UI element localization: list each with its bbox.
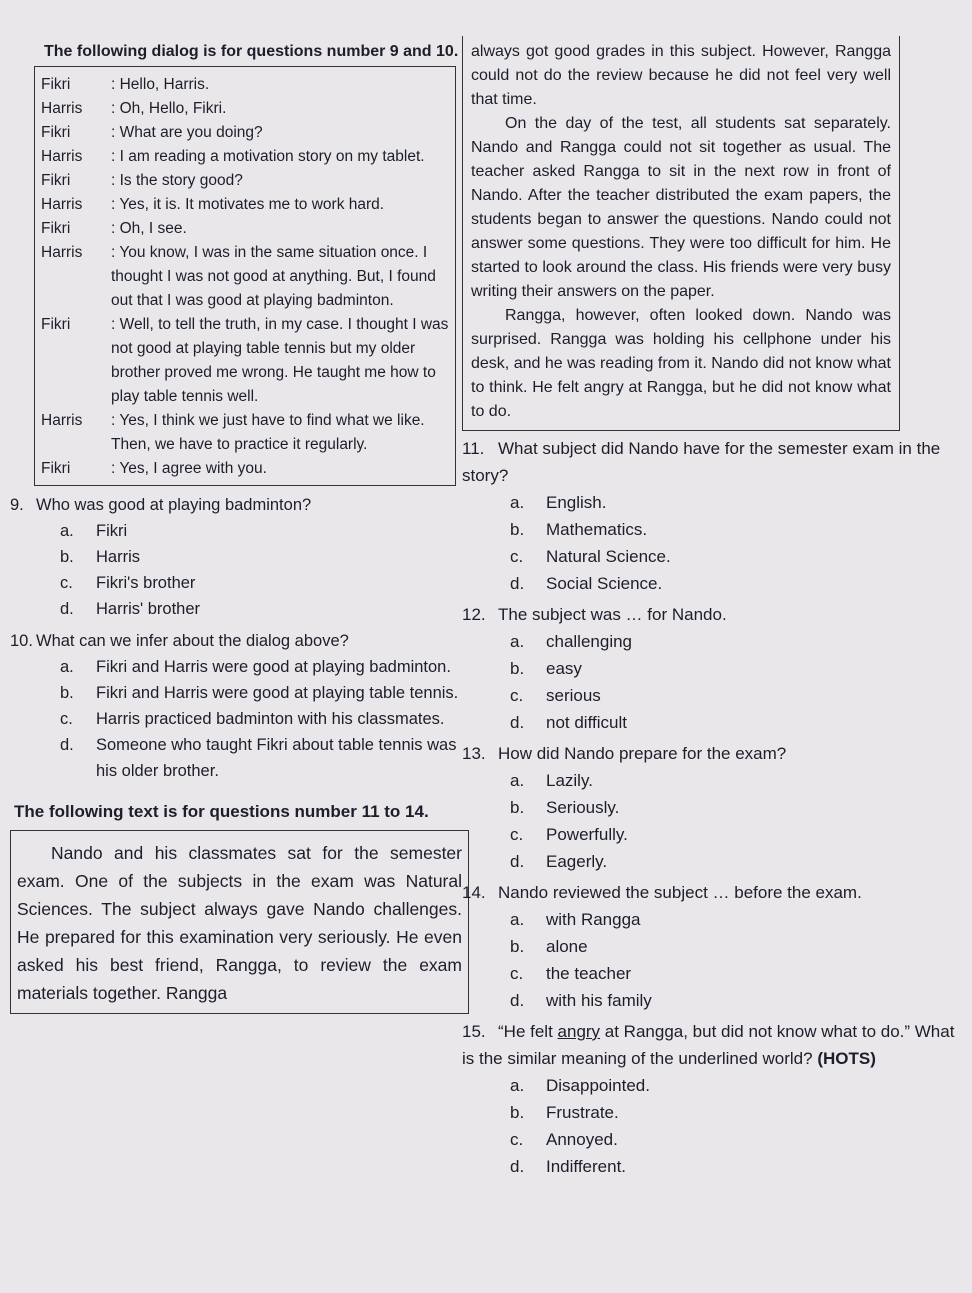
dialog-speaker: Fikri bbox=[41, 220, 71, 237]
question-stem bbox=[462, 601, 957, 628]
option-text: the teacher bbox=[546, 964, 632, 983]
dialog-text: : Yes, it is. It motivates me to work hard. bbox=[111, 196, 385, 213]
option-text: English. bbox=[546, 493, 607, 512]
answer-option[interactable] bbox=[462, 570, 957, 597]
option-letter: d. bbox=[510, 574, 525, 593]
answer-option[interactable] bbox=[462, 933, 957, 960]
option-letter: d. bbox=[510, 852, 525, 871]
option-text: Fikri and Harris were good at playing badminton. bbox=[96, 658, 451, 676]
option-letter: d. bbox=[510, 1157, 525, 1176]
dialog-speaker: Fikri bbox=[41, 76, 71, 93]
answer-option[interactable] bbox=[10, 706, 465, 732]
option-text: Indifferent. bbox=[546, 1157, 627, 1176]
dialog-line bbox=[41, 121, 451, 145]
answer-option[interactable] bbox=[462, 821, 957, 848]
option-letter: a. bbox=[510, 910, 525, 929]
answer-option[interactable] bbox=[462, 848, 957, 875]
dialog-speaker: Fikri bbox=[41, 460, 71, 477]
answer-option[interactable] bbox=[462, 1126, 957, 1153]
question-text: Nando reviewed the subject … before the exam. bbox=[498, 883, 862, 902]
question-number: 12. bbox=[462, 605, 486, 624]
question-13 bbox=[462, 740, 957, 875]
answer-option[interactable] bbox=[10, 570, 465, 596]
hots-label: (HOTS) bbox=[817, 1049, 876, 1068]
dialog-speaker: Fikri bbox=[41, 172, 71, 189]
option-text: Someone who taught Fikri about table tennis was his older brother. bbox=[96, 736, 457, 780]
option-text: serious bbox=[546, 686, 601, 705]
option-letter: a. bbox=[60, 658, 74, 676]
question-stem bbox=[462, 435, 957, 489]
option-text: Harris bbox=[96, 548, 140, 566]
question-14 bbox=[462, 879, 957, 1014]
option-letter: d. bbox=[60, 736, 74, 754]
question-stem bbox=[462, 740, 957, 767]
option-letter: a. bbox=[510, 771, 525, 790]
question-15-options bbox=[462, 1072, 957, 1180]
option-text: alone bbox=[546, 937, 588, 956]
option-text: Fikri bbox=[96, 522, 128, 540]
question-number: 13. bbox=[462, 744, 486, 763]
option-text: Harris practiced badminton with his classmates. bbox=[96, 710, 445, 728]
answer-option[interactable] bbox=[10, 680, 465, 706]
dialog-intro: The following dialog is for questions number 9 and 10. bbox=[44, 43, 459, 60]
answer-option[interactable] bbox=[462, 543, 957, 570]
question-text-b: at Rangga, but did not know what to do.” What is the similar meaning of the underlined world? bbox=[462, 1022, 955, 1068]
question-stem bbox=[462, 879, 957, 906]
question-text: What can we infer about the dialog above? bbox=[36, 632, 349, 650]
option-text: Fikri and Harris were good at playing table tennis. bbox=[96, 684, 459, 702]
option-letter: b. bbox=[510, 520, 525, 539]
dialog-line bbox=[41, 97, 451, 121]
question-stem bbox=[10, 492, 465, 518]
answer-option[interactable] bbox=[10, 518, 465, 544]
dialog-text: : What are you doing? bbox=[111, 124, 263, 141]
answer-option[interactable] bbox=[462, 1072, 957, 1099]
option-letter: d. bbox=[510, 713, 525, 732]
dialog-speaker: Fikri bbox=[41, 316, 71, 333]
dialog-line bbox=[41, 145, 451, 169]
text-intro: The following text is for questions number 11 to 14. bbox=[14, 802, 429, 821]
option-letter: c. bbox=[510, 1130, 524, 1149]
dialog-speaker: Harris bbox=[41, 100, 83, 117]
answer-option[interactable] bbox=[462, 655, 957, 682]
answer-option[interactable] bbox=[462, 767, 957, 794]
option-letter: a. bbox=[510, 632, 525, 651]
option-text: Powerfully. bbox=[546, 825, 628, 844]
question-10 bbox=[10, 628, 465, 784]
dialog-text: : Well, to tell the truth, in my case. I thought I was not good at playing table tennis but my older brother proved me wrong. He taught me how to play table tennis well. bbox=[111, 316, 449, 405]
dialog-speaker: Harris bbox=[41, 244, 83, 261]
dialog-speaker: Harris bbox=[41, 148, 83, 165]
option-letter: c. bbox=[510, 825, 524, 844]
option-text: with his family bbox=[546, 991, 652, 1010]
answer-option[interactable] bbox=[10, 544, 465, 570]
question-stem bbox=[10, 628, 465, 654]
dialog-line bbox=[41, 457, 451, 481]
option-text: Annoyed. bbox=[546, 1130, 618, 1149]
story-box-part1 bbox=[10, 830, 469, 1014]
option-letter: c. bbox=[510, 964, 524, 983]
question-15 bbox=[462, 1018, 957, 1180]
dialog-speaker: Harris bbox=[41, 412, 83, 429]
option-text: not difficult bbox=[546, 713, 627, 732]
dialog-text: : Is the story good? bbox=[111, 172, 243, 189]
question-number: 10. bbox=[10, 632, 33, 650]
option-letter: b. bbox=[60, 684, 74, 702]
answer-option[interactable] bbox=[462, 1099, 957, 1126]
story-paragraph-1-cont: always got good grades in this subject. However, Rangga could not do the review because he did not feel very well that time. bbox=[471, 43, 891, 108]
question-12 bbox=[462, 601, 957, 736]
answer-option[interactable] bbox=[462, 960, 957, 987]
option-letter: c. bbox=[510, 686, 524, 705]
answer-option[interactable] bbox=[462, 794, 957, 821]
option-letter: a. bbox=[510, 493, 525, 512]
option-letter: a. bbox=[60, 522, 74, 540]
option-text: Natural Science. bbox=[546, 547, 671, 566]
question-9 bbox=[10, 492, 465, 622]
right-column bbox=[462, 36, 957, 1180]
dialog-text: : Hello, Harris. bbox=[111, 76, 210, 93]
question-text-a: “He felt bbox=[498, 1022, 558, 1041]
dialog-line bbox=[41, 409, 451, 457]
answer-option[interactable] bbox=[10, 732, 465, 784]
story-paragraph-1: Nando and his classmates sat for the semester exam. One of the subjects in the exam was Natural Sciences. The subject always gave Nando challenges. He prepared for this examination very seriously. He even asked his best friend, Rangga, to review the exam materials together. Rangga bbox=[17, 843, 462, 1003]
dialog-text: : Oh, I see. bbox=[111, 220, 187, 237]
option-text: Seriously. bbox=[546, 798, 620, 817]
dialog-line bbox=[41, 241, 451, 313]
dialog-line bbox=[41, 217, 451, 241]
option-text: challenging bbox=[546, 632, 633, 651]
question-text: Who was good at playing badminton? bbox=[36, 496, 312, 514]
story-box-part2 bbox=[462, 36, 900, 431]
left-column bbox=[10, 40, 465, 1014]
dialog-line bbox=[41, 313, 451, 409]
option-letter: b. bbox=[510, 659, 525, 678]
dialog-text: : Yes, I agree with you. bbox=[111, 460, 267, 477]
story-paragraph-3: Rangga, however, often looked down. Nando was surprised. Rangga was holding his cellphone under his desk, and he was reading from it. Nando did not know what to think. He felt angry at Rangga, but he did not know what to do. bbox=[471, 307, 891, 420]
question-number: 9. bbox=[10, 496, 24, 514]
option-letter: c. bbox=[60, 710, 73, 728]
question-number: 14. bbox=[462, 883, 486, 902]
option-text: Lazily. bbox=[546, 771, 593, 790]
option-text: Fikri's brother bbox=[96, 574, 196, 592]
answer-option[interactable] bbox=[10, 654, 465, 680]
story-paragraph-2: On the day of the test, all students sat separately. Nando and Rangga could not sit together as usual. The teacher asked Rangga to sit in the next row in front of Nando. After the teacher distributed the exam papers, the students began to answer the questions. Nando could not answer some questions. They were too difficult for him. He started to look around the class. His friends were very busy writing their answers on the paper. bbox=[471, 115, 891, 300]
question-11 bbox=[462, 435, 957, 597]
option-text: with Rangga bbox=[546, 910, 641, 929]
dialog-line bbox=[41, 73, 451, 97]
dialog-text: : Yes, I think we just have to find what we like. Then, we have to practice it regularly. bbox=[111, 412, 425, 453]
dialog-speaker: Harris bbox=[41, 196, 83, 213]
underlined-word: angry bbox=[557, 1022, 601, 1041]
option-text: Eagerly. bbox=[546, 852, 608, 871]
answer-option[interactable] bbox=[10, 596, 465, 622]
dialog-line bbox=[41, 169, 451, 193]
dialog-speaker: Fikri bbox=[41, 124, 71, 141]
dialog-box bbox=[34, 66, 456, 486]
answer-option[interactable] bbox=[462, 682, 957, 709]
answer-option[interactable] bbox=[462, 987, 957, 1014]
option-letter: b. bbox=[510, 798, 525, 817]
option-letter: c. bbox=[60, 574, 73, 592]
answer-option[interactable] bbox=[462, 906, 957, 933]
answer-option[interactable] bbox=[462, 516, 957, 543]
option-letter: b. bbox=[60, 548, 74, 566]
option-letter: b. bbox=[510, 1103, 525, 1122]
answer-option[interactable] bbox=[462, 1153, 957, 1180]
question-number: 11. bbox=[462, 439, 485, 458]
question-text: The subject was … for Nando. bbox=[498, 605, 727, 624]
dialog-text: : You know, I was in the same situation once. I thought I was not good at anything. But, I found out that I was good at playing badminton. bbox=[111, 244, 436, 309]
answer-option[interactable] bbox=[462, 628, 957, 655]
option-letter: a. bbox=[510, 1076, 525, 1095]
option-text: Mathematics. bbox=[546, 520, 648, 539]
option-text: Social Science. bbox=[546, 574, 663, 593]
dialog-line bbox=[41, 193, 451, 217]
dialog-text: : Oh, Hello, Fikri. bbox=[111, 100, 227, 117]
question-text: How did Nando prepare for the exam? bbox=[498, 744, 787, 763]
question-text: What subject did Nando have for the semester exam in the story? bbox=[462, 439, 941, 485]
option-text: Frustrate. bbox=[546, 1103, 619, 1122]
option-letter: d. bbox=[510, 991, 525, 1010]
option-text: Harris' brother bbox=[96, 600, 201, 618]
answer-option[interactable] bbox=[462, 489, 957, 516]
option-text: Disappointed. bbox=[546, 1076, 650, 1095]
option-letter: b. bbox=[510, 937, 525, 956]
option-text: easy bbox=[546, 659, 582, 678]
option-letter: d. bbox=[60, 600, 74, 618]
question-number: 15. bbox=[462, 1022, 486, 1041]
option-letter: c. bbox=[510, 547, 524, 566]
answer-option[interactable] bbox=[462, 709, 957, 736]
dialog-text: : I am reading a motivation story on my tablet. bbox=[111, 148, 425, 165]
